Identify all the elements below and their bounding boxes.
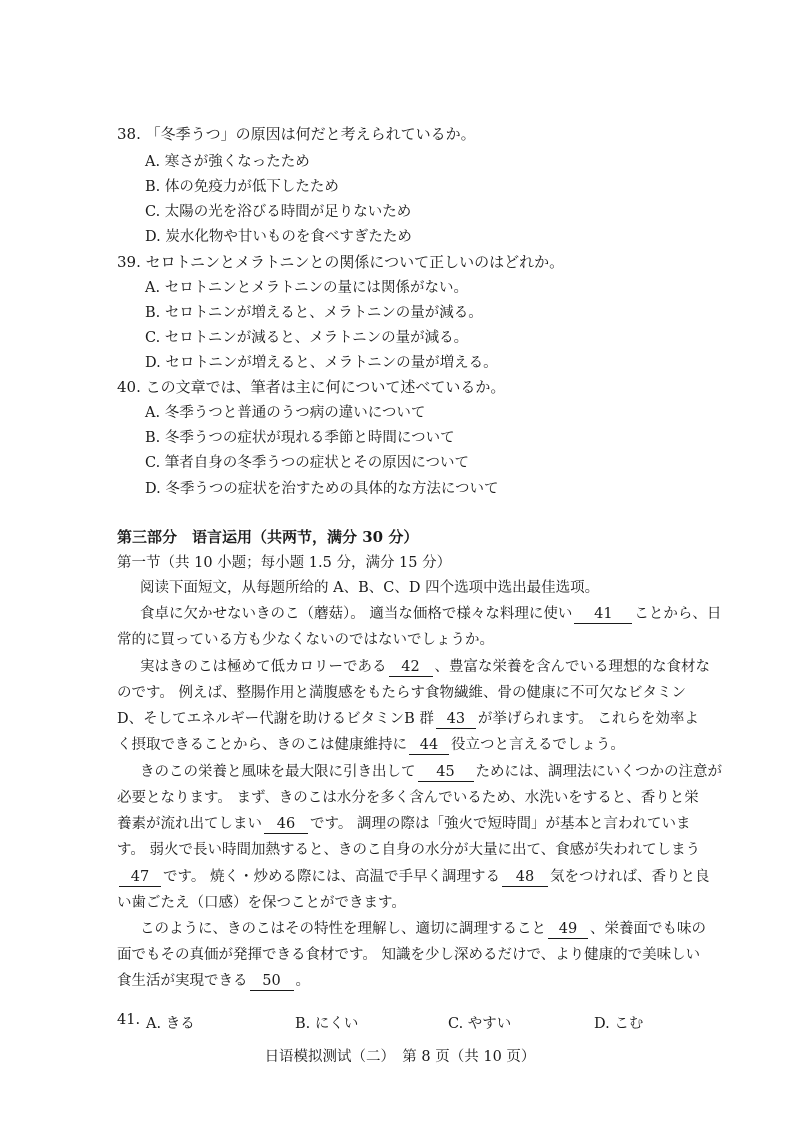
passage-text: このように、きのこはその特性を理解し、適切に調理すること — [140, 921, 546, 937]
passage-line — [117, 969, 310, 991]
passage-text: 気をつければ、香りと良 — [549, 869, 710, 885]
answer-41-option-a: A. きる — [146, 1016, 195, 1032]
blank-43: 43 — [436, 712, 476, 729]
blank-42: 42 — [389, 660, 433, 677]
question-39-option-a: A. セロトニンとメラトニンの量には関係がない。 — [145, 280, 469, 296]
passage-text: 常的に買っている方も少なくないのではないでしょうか。 — [117, 632, 494, 648]
passage-text: です。 焼く・炒める際には、高温で手早く調理する — [163, 869, 500, 885]
passage-text: ことから、日 — [634, 606, 722, 622]
answer-41-option-b: B. にくい — [295, 1016, 359, 1032]
question-39-option-b: B. セロトニンが増えると、メラトニンの量が減る。 — [145, 305, 483, 321]
answer-41-number: 41. — [117, 1012, 141, 1028]
question-40-option-b: B. 冬季うつの症状が現れる季節と時間について — [145, 430, 455, 446]
passage-text: 、豊富な栄養を含んでいる理想的な食材な — [434, 659, 710, 675]
passage-line — [117, 733, 625, 755]
question-39-option-d: D. セロトニンが増えると、メラトニンの量が増える。 — [145, 355, 498, 371]
passage-text: 実はきのこは極めて低カロリーである — [140, 659, 387, 675]
question-39-stem: 39. セロトニンとメラトニンとの関係について正しいのはどれか。 — [117, 253, 565, 271]
passage-line — [140, 760, 722, 782]
passage-line — [140, 655, 710, 677]
passage-line — [117, 628, 494, 649]
passage-text: く摂取できることから、きのこは健康維持に — [117, 737, 407, 753]
passage-text: きのこの栄養と風味を最大限に引き出して — [140, 764, 416, 780]
passage-text: D、そしてエネルギー代謝を助けるビタミンB 群 — [117, 711, 434, 727]
section-title: 第三部分 语言运用（共两节，满分 30 分） — [117, 528, 419, 546]
blank-41: 41 — [574, 607, 632, 624]
question-40-stem: 40. この文章では、筆者は主に何について述べているか。 — [117, 378, 506, 396]
answer-41-option-c: C. やすい — [448, 1016, 512, 1032]
passage-line — [117, 891, 406, 912]
section-subtitle: 第一节（共 10 小题；每小题 1.5 分，满分 15 分） — [117, 555, 452, 571]
passage-line — [117, 786, 699, 807]
passage-text: 食卓に欠かせないきのこ（蘑菇）。 適当な価格で様々な料理に使い — [140, 606, 573, 622]
question-38-option-b: B. 体の免疫力が低下したため — [145, 179, 339, 195]
passage-text: です。 調理の際は「強火で短時間」が基本と言われていま — [310, 816, 691, 832]
answer-41-option-d: D. こむ — [594, 1016, 644, 1032]
passage-text: のです。 例えば、整腸作用と満腹感をもたらす食物繊維、骨の健康に不可欠なビタミン — [117, 685, 686, 701]
question-38-option-a: A. 寒さが強くなったため — [145, 154, 310, 170]
question-40-option-d: D. 冬季うつの症状を治すための具体的な方法について — [145, 481, 499, 497]
question-38-stem: 38. 「冬季うつ」の原因は何だと考えられているか。 — [117, 125, 476, 143]
question-38-option-d: D. 炭水化物や甘いものを食べすぎたため — [145, 229, 412, 245]
passage-text: 面でもその真価が発揮できる食材です。 知識を少し深めるだけで、より健康的で美味しい — [117, 947, 701, 963]
question-39-option-c: C. セロトニンが減ると、メラトニンの量が減る。 — [145, 330, 469, 346]
question-40-option-a: A. 冬季うつと普通のうつ病の違いについて — [145, 405, 426, 421]
blank-44: 44 — [409, 738, 449, 755]
blank-47: 47 — [119, 870, 161, 887]
passage-text: ためには、調理法にいくつかの注意が — [475, 764, 722, 780]
passage-text: 。 — [295, 973, 310, 989]
passage-line — [117, 812, 690, 834]
blank-46: 46 — [264, 817, 308, 834]
passage-text: 食生活が実現できる — [117, 973, 248, 989]
section-instruction: 阅读下面短文，从每题所给的 A、B、C、D 四个选项中选出最佳选项。 — [140, 580, 600, 596]
passage-text: 必要となります。 まず、きのこは水分を多く含んでいるため、水洗いをすると、香りと栄 — [117, 790, 699, 806]
question-40-option-c: C. 筆者自身の冬季うつの症状とその原因について — [145, 455, 470, 471]
blank-50: 50 — [250, 974, 294, 991]
passage-text: す。 弱火で長い時間加熱すると、きのこ自身の水分が大量に出て、食感が失われてしまう — [117, 842, 701, 858]
page-footer: 日语模拟测试（二） 第 8 页（共 10 页） — [264, 1049, 536, 1065]
blank-48: 48 — [502, 870, 548, 887]
passage-line — [117, 681, 686, 702]
passage-text: い歯ごたえ（口感）を保つことができます。 — [117, 895, 406, 911]
passage-line — [117, 838, 700, 859]
passage-line — [117, 707, 699, 729]
question-38-option-c: C. 太陽の光を浴びる時間が足りないため — [145, 204, 412, 220]
passage-line — [140, 602, 721, 624]
passage-text: 養素が流れ出てしまい — [117, 816, 262, 832]
blank-49: 49 — [548, 922, 588, 939]
blank-45: 45 — [418, 765, 474, 782]
passage-line — [117, 943, 700, 964]
passage-text: 役立つと言えるでしょう。 — [451, 737, 625, 753]
passage-text: 、栄養面でも味の — [590, 921, 706, 937]
passage-text: が挙げられます。 これらを効率よ — [477, 711, 699, 727]
passage-line — [117, 865, 709, 887]
passage-line — [140, 917, 706, 939]
